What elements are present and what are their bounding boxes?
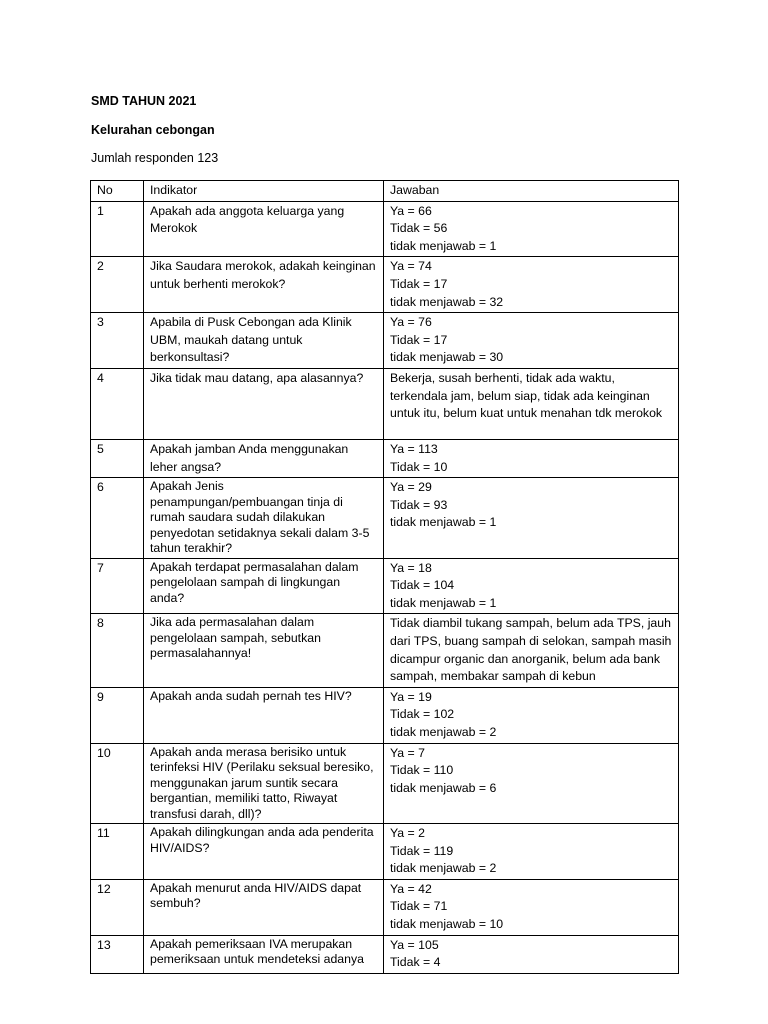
answer-line: tidak menjawab = 2 [390, 724, 497, 739]
answer-line: tidak menjawab = 10 [390, 917, 504, 932]
row-answer [384, 201, 679, 257]
answer-line: Ya = 66 [390, 203, 432, 218]
row-number: 12 [91, 879, 144, 935]
table-row [91, 687, 679, 743]
row-indicator: Apakah dilingkungan anda ada penderita HIV/AIDS? [144, 824, 384, 880]
row-indicator: Apabila di Pusk Cebongan ada Klinik UBM, maukah datang untuk berkonsultasi? [144, 313, 384, 369]
row-answer [384, 558, 679, 614]
answer-line: tidak menjawab = 1 [390, 238, 497, 253]
table-row [91, 257, 679, 313]
answer-line: Tidak = 17 [390, 332, 448, 347]
answer-line: tidak menjawab = 1 [390, 595, 497, 610]
respondent-count: Jumlah responden 123 [91, 151, 219, 165]
answer-line: Tidak = 104 [390, 578, 455, 593]
row-answer [384, 313, 679, 369]
column-header-answer: Jawaban [384, 181, 679, 202]
answer-line: tidak menjawab = 2 [390, 861, 497, 876]
row-number: 2 [91, 257, 144, 313]
row-answer [384, 824, 679, 880]
row-indicator: Apakah terdapat permasalahan dalam pengelolaan sampah di lingkungan anda? [144, 558, 384, 614]
answer-line: Tidak = 17 [390, 276, 448, 291]
answer-line: Ya = 76 [390, 315, 432, 330]
row-indicator: Apakah jamban Anda menggunakan leher angsa? [144, 439, 384, 477]
answer-line: Tidak = 56 [390, 221, 448, 236]
answer-line: Tidak = 110 [390, 763, 454, 778]
answer-text: Bekerja, susah berhenti, tidak ada waktu, terkendala jam, belum siap, tidak ada keinginan untuk itu, belum kuat untuk menahan tdk merokok [390, 370, 663, 421]
answer-line: tidak menjawab = 32 [390, 294, 504, 309]
column-header-no: No [91, 181, 144, 202]
column-header-indicator: Indikator [144, 181, 384, 202]
answer-line: Ya = 74 [390, 259, 432, 274]
table-row [91, 935, 679, 973]
row-number: 8 [91, 614, 144, 687]
row-number: 9 [91, 687, 144, 743]
row-answer [384, 439, 679, 477]
row-answer [384, 935, 679, 973]
row-answer [384, 257, 679, 313]
answer-line: Ya = 19 [390, 689, 432, 704]
location-subtitle: Kelurahan cebongan [91, 123, 215, 137]
table-row [91, 614, 679, 687]
row-answer [384, 368, 679, 439]
row-indicator: Apakah anda sudah pernah tes HIV? [144, 687, 384, 743]
document-title: SMD TAHUN 2021 [91, 94, 197, 108]
row-number: 3 [91, 313, 144, 369]
table-row [91, 478, 679, 559]
row-answer [384, 478, 679, 559]
row-number: 4 [91, 368, 144, 439]
table-row [91, 558, 679, 614]
row-indicator: Apakah anda merasa berisiko untuk terinfeksi HIV (Perilaku seksual beresiko, menggunakan jarum suntik secara bergantian, memiliki tatto, Riwayat transfusi darah, dll)? [144, 743, 384, 824]
row-indicator: Apakah ada anggota keluarga yang Merokok [144, 201, 384, 257]
row-answer [384, 614, 679, 687]
row-indicator: Apakah Jenis penampungan/pembuangan tinja di rumah saudara sudah dilakukan penyedotan setidaknya sekali dalam 3-5 tahun terakhir? [144, 478, 384, 559]
row-indicator: Apakah menurut anda HIV/AIDS dapat sembuh? [144, 879, 384, 935]
table-row [91, 368, 679, 439]
row-number: 6 [91, 478, 144, 559]
answer-line: Tidak = 4 [390, 955, 441, 970]
answer-line: Ya = 29 [390, 480, 432, 495]
answer-line: Ya = 105 [390, 937, 439, 952]
answer-line: Tidak = 102 [390, 707, 455, 722]
answer-line: Ya = 2 [390, 826, 425, 841]
row-answer [384, 743, 679, 824]
answer-line: tidak menjawab = 6 [390, 780, 497, 795]
answer-line: Tidak = 93 [390, 497, 448, 512]
answer-line: Ya = 7 [390, 745, 425, 760]
survey-table [90, 180, 679, 974]
table-row [91, 201, 679, 257]
answer-line: Tidak = 10 [390, 459, 448, 474]
row-number: 5 [91, 439, 144, 477]
answer-line: Ya = 42 [390, 881, 432, 896]
answer-line: tidak menjawab = 1 [390, 515, 497, 530]
answer-line: Tidak = 71 [390, 899, 448, 914]
answer-line: tidak menjawab = 30 [390, 350, 504, 365]
row-number: 1 [91, 201, 144, 257]
row-answer [384, 879, 679, 935]
table-row [91, 824, 679, 880]
table-row [91, 313, 679, 369]
row-indicator: Jika tidak mau datang, apa alasannya? [144, 368, 384, 439]
row-indicator: Apakah pemeriksaan IVA merupakan pemeriksaan untuk mendeteksi adanya [144, 935, 384, 973]
row-indicator: Jika Saudara merokok, adakah keinginan untuk berhenti merokok? [144, 257, 384, 313]
row-number: 7 [91, 558, 144, 614]
answer-line: Ya = 113 [390, 441, 438, 456]
table-header-row [91, 181, 679, 202]
row-number: 11 [91, 824, 144, 880]
answer-text: Tidak diambil tukang sampah, belum ada TPS, jauh dari TPS, buang sampah di selokan, sampah masih dicampur organic dan anorganik, belum ada bank sampah, membakar sampah di kebun [390, 616, 672, 684]
row-answer [384, 687, 679, 743]
table-row [91, 879, 679, 935]
answer-line: Ya = 18 [390, 560, 432, 575]
row-indicator: Jika ada permasalahan dalam pengelolaan sampah, sebutkan permasalahannya! [144, 614, 384, 687]
table-row [91, 743, 679, 824]
row-number: 13 [91, 935, 144, 973]
answer-line: Tidak = 119 [390, 843, 454, 858]
table-row [91, 439, 679, 477]
row-number: 10 [91, 743, 144, 824]
